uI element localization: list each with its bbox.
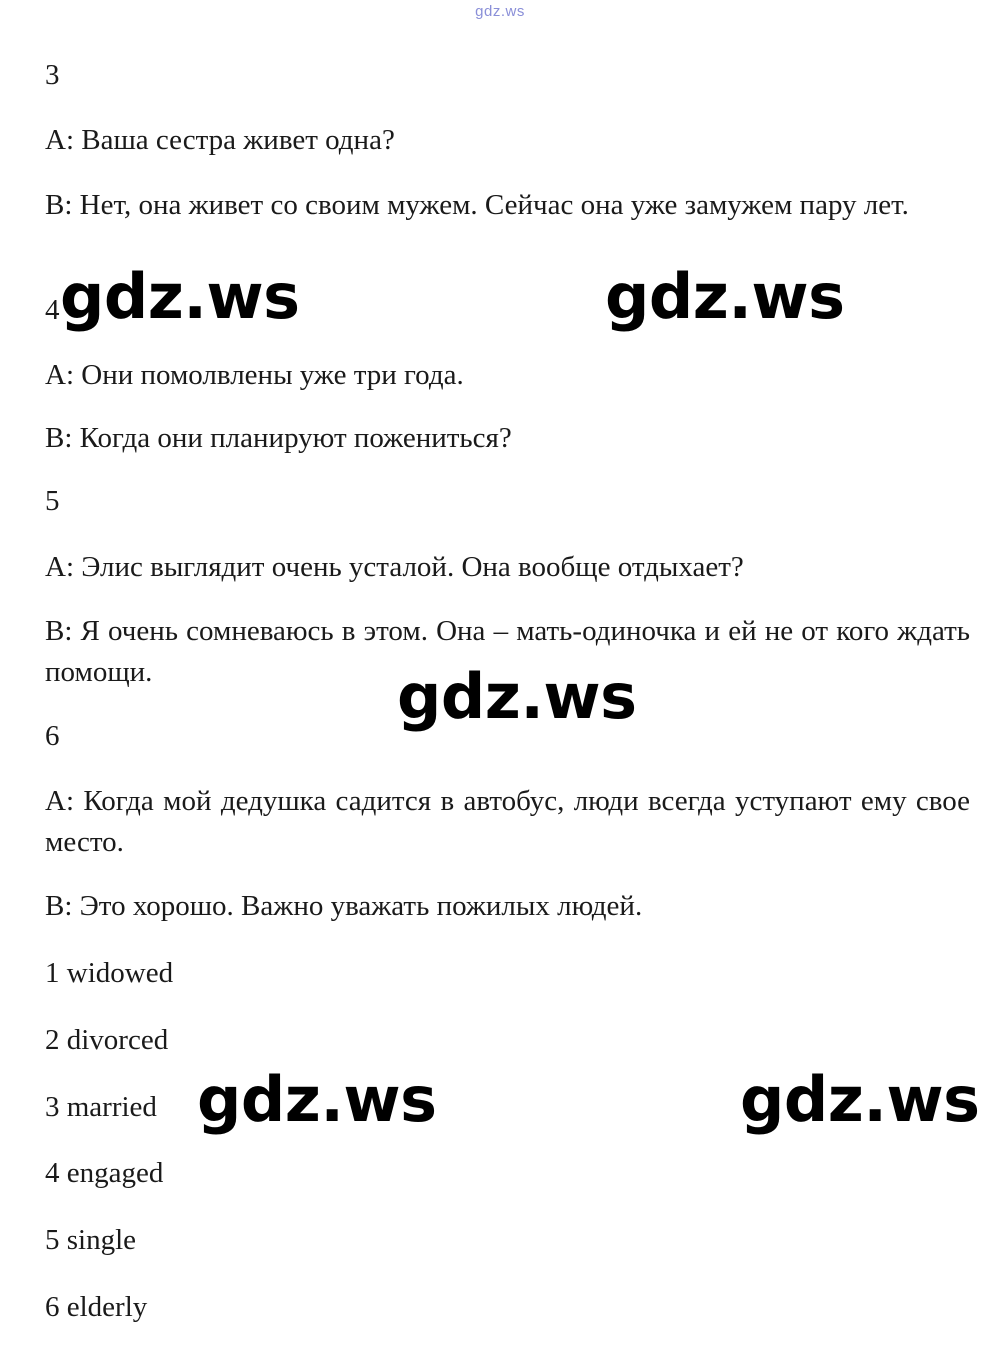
dialogue-line-4b: B: Когда они планируют пожениться? bbox=[45, 422, 512, 454]
dialogue-line-4a: A: Они помолвлены уже три года. bbox=[45, 359, 464, 391]
watermark-logo: gdz.ws bbox=[397, 660, 637, 733]
watermark-logo: gdz.ws bbox=[60, 260, 300, 333]
answer-item-4: 4 engaged bbox=[45, 1157, 164, 1189]
watermark-logo: gdz.ws bbox=[605, 260, 845, 333]
exercise-number-6: 6 bbox=[45, 720, 60, 752]
dialogue-line-5a: A: Элис выглядит очень усталой. Она вообще отдыхает? bbox=[45, 551, 744, 583]
exercise-number-5: 5 bbox=[45, 485, 60, 517]
dialogue-line-6b: B: Это хорошо. Важно уважать пожилых людей. bbox=[45, 890, 643, 922]
site-watermark-top: gdz.ws bbox=[475, 3, 525, 20]
exercise-number-3: 3 bbox=[45, 59, 60, 91]
dialogue-line-3b: B: Нет, она живет со своим мужем. Сейчас она уже замужем пару лет. bbox=[45, 189, 909, 221]
answer-item-6: 6 elderly bbox=[45, 1291, 148, 1323]
dialogue-line-5b: B: Я очень сомневаюсь в этом. Она – мать-одиночка и ей не от кого ждать помощи. bbox=[45, 615, 970, 688]
dialogue-line-6a: A: Когда мой дедушка садится в автобус, люди всегда уступают ему свое место. bbox=[45, 785, 970, 858]
answer-item-2: 2 divorced bbox=[45, 1024, 169, 1056]
exercise-number-4: 4 bbox=[45, 294, 60, 326]
answer-item-3: 3 married bbox=[45, 1091, 157, 1123]
watermark-logo: gdz.ws bbox=[197, 1063, 437, 1136]
watermark-logo: gdz.ws bbox=[740, 1063, 980, 1136]
answer-item-5: 5 single bbox=[45, 1224, 137, 1256]
dialogue-line-3a: A: Ваша сестра живет одна? bbox=[45, 124, 395, 156]
answer-item-1: 1 widowed bbox=[45, 957, 174, 989]
